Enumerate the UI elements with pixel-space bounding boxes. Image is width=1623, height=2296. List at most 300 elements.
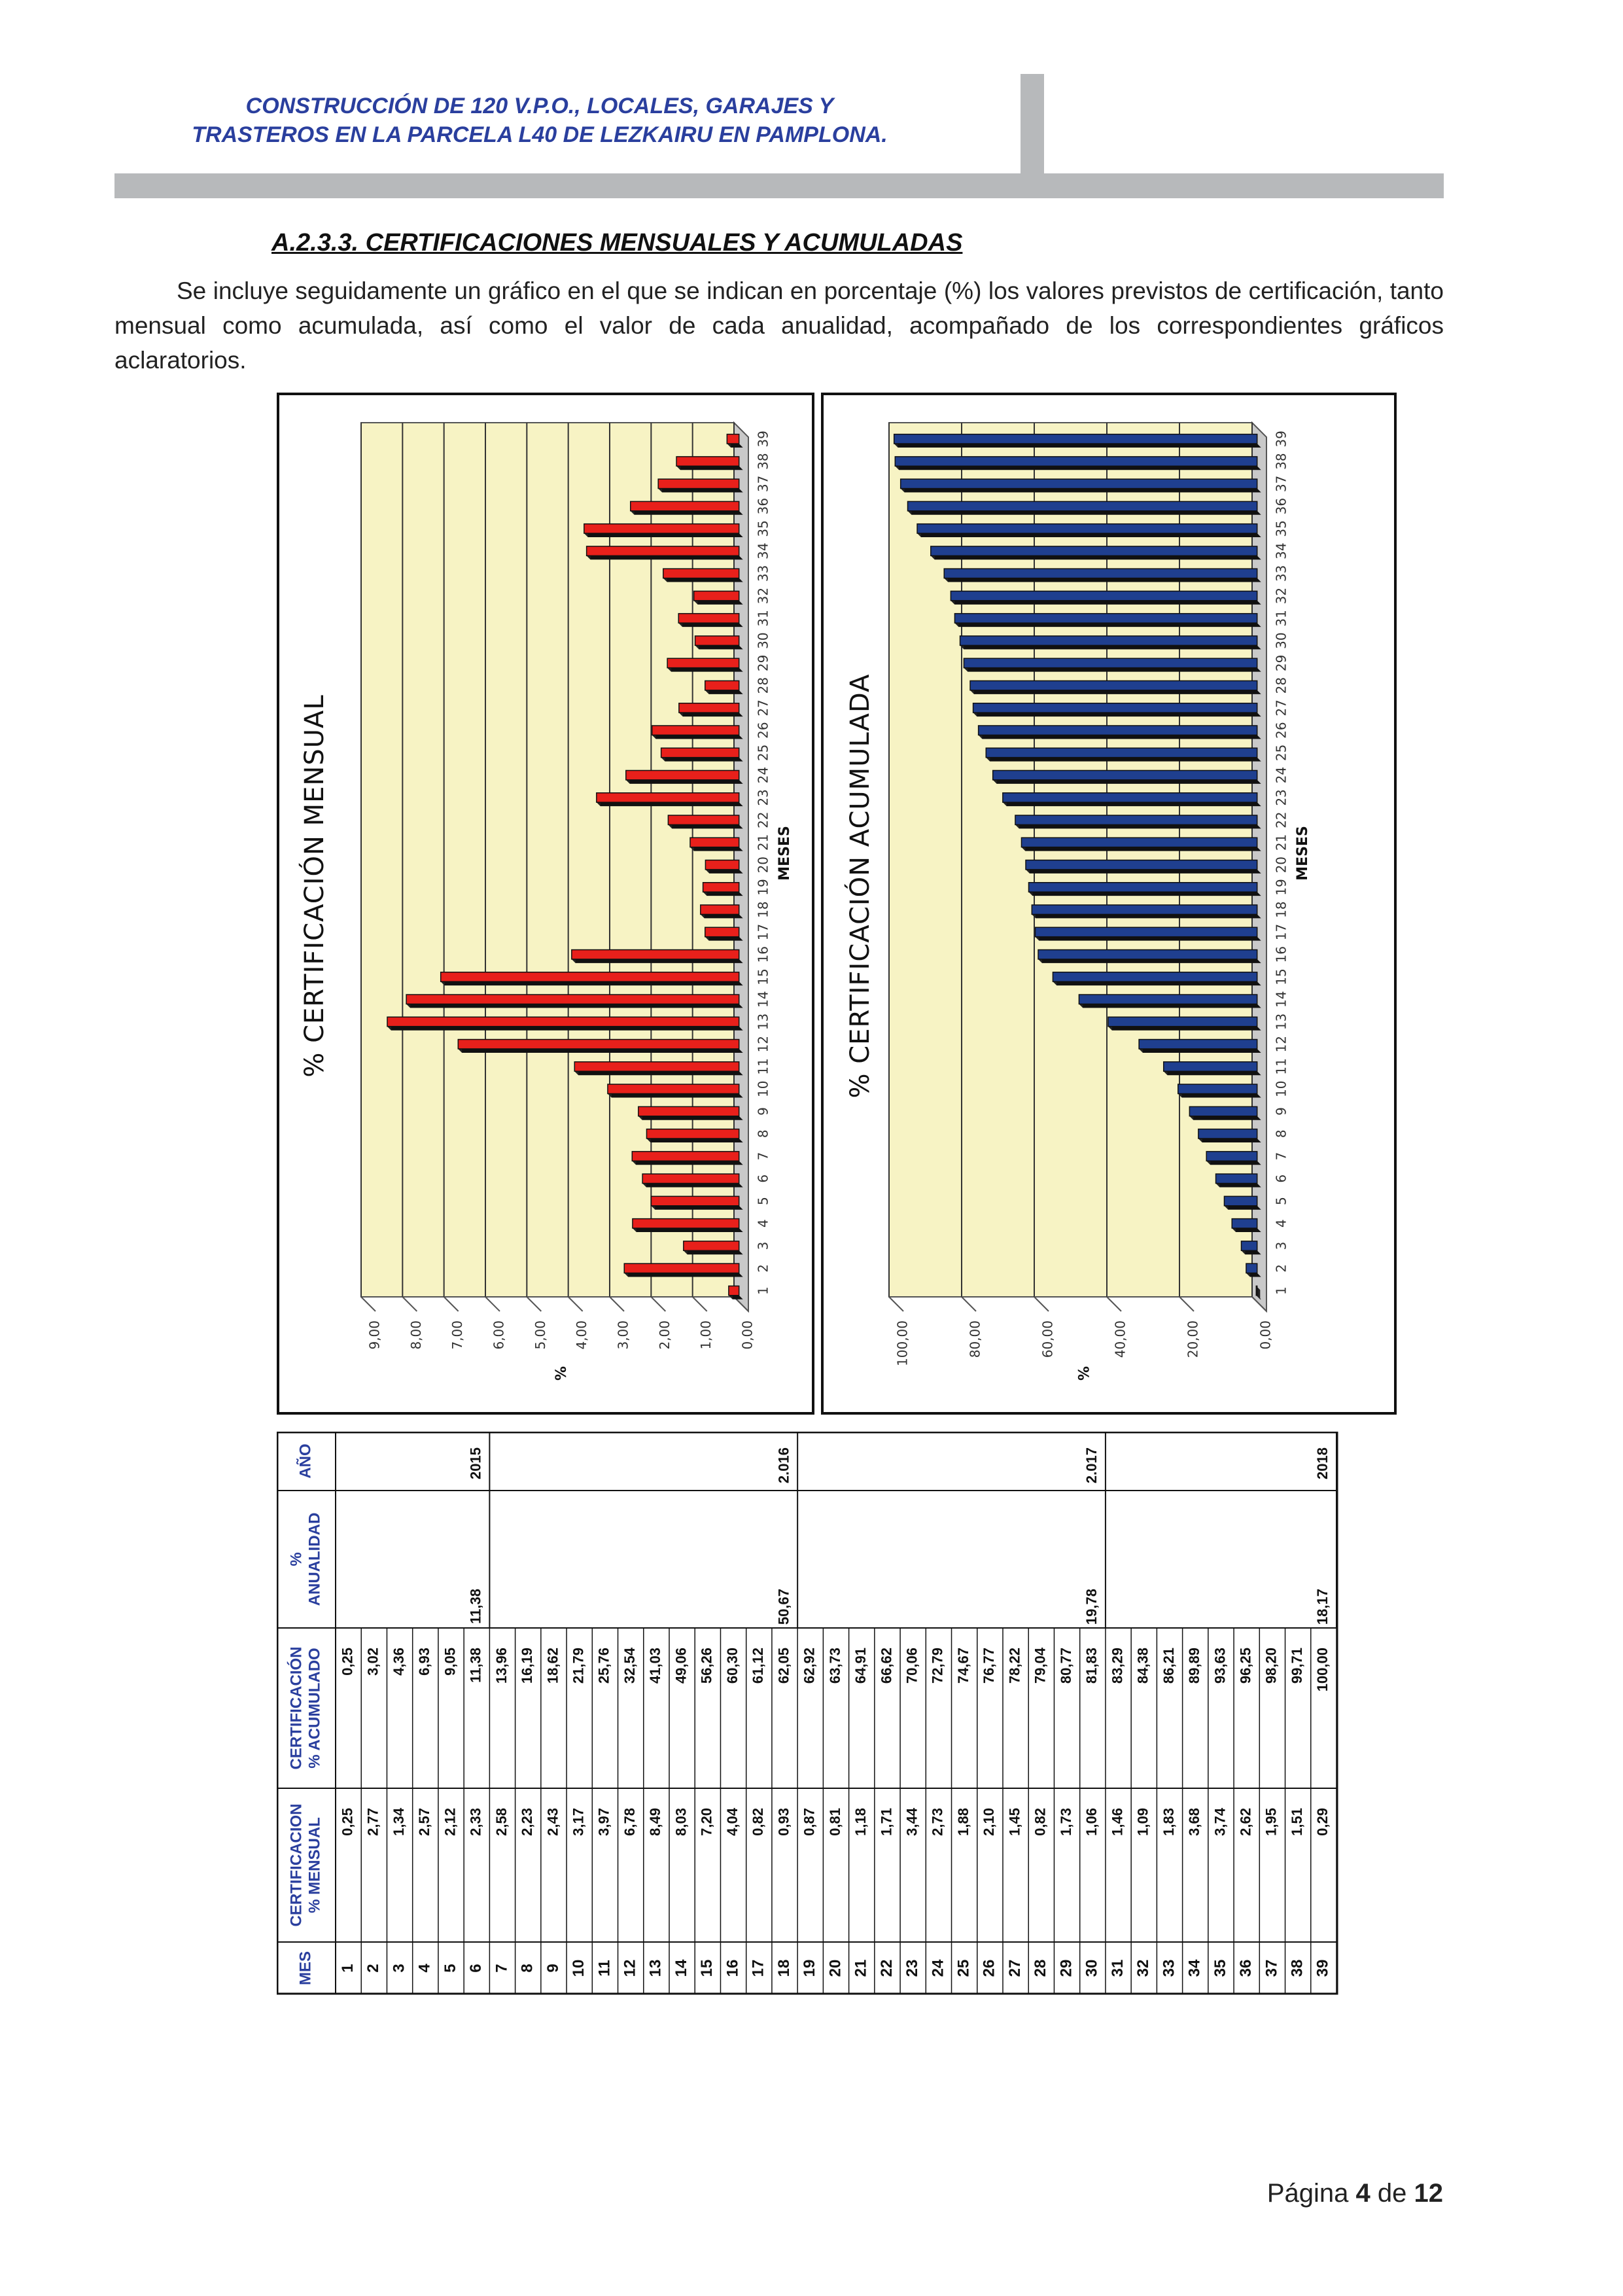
cumulative-bar-31 — [954, 614, 1257, 623]
monthly-category-label: 27 — [755, 699, 771, 716]
monthly-y-axis-label: % — [553, 1366, 570, 1381]
table-cell-acumulado: 79,04 — [1032, 1648, 1049, 1684]
cumulative-category-label: 39 — [1273, 431, 1289, 448]
cumulative-category-label: 11 — [1273, 1058, 1289, 1075]
monthly-category-label: 8 — [755, 1129, 771, 1139]
table-cell-mes: 11 — [595, 1960, 614, 1977]
cumulative-category-label: 6 — [1273, 1174, 1289, 1183]
table-cell-mes: 35 — [1211, 1959, 1229, 1977]
cumulative-bar-38 — [895, 457, 1257, 466]
monthly-category-label: 15 — [755, 968, 771, 985]
monthly-bar-30 — [695, 636, 739, 645]
monthly-gridline-depth — [361, 1297, 375, 1311]
monthly-bar-25 — [661, 748, 739, 757]
monthly-chart-svg — [279, 395, 812, 1412]
cumulative-bar-side — [970, 690, 1261, 694]
table-cell-mensual: 0,87 — [801, 1808, 818, 1836]
table-cell-mensual: 1,34 — [390, 1808, 407, 1836]
table-cell-mensual: 3,17 — [570, 1808, 587, 1836]
table-cell-mes: 9 — [544, 1964, 562, 1973]
table-cell-mes: 3 — [390, 1964, 408, 1973]
monthly-bar-side — [705, 690, 743, 694]
cumulative-bar-side — [973, 713, 1261, 716]
cumulative-category-label: 26 — [1273, 722, 1289, 739]
monthly-category-label: 17 — [755, 923, 771, 941]
monthly-bar-side — [667, 668, 743, 672]
monthly-category-label: 12 — [755, 1036, 771, 1053]
monthly-category-label: 33 — [755, 565, 771, 582]
monthly-category-label: 16 — [755, 945, 771, 963]
footer-prefix: Página — [1266, 2179, 1356, 2208]
cumulative-bar-side — [1021, 847, 1261, 851]
monthly-gridline-depth — [485, 1297, 500, 1311]
monthly-category-label: 38 — [755, 453, 771, 470]
monthly-bar-34 — [587, 546, 739, 556]
monthly-certification-chart — [277, 393, 814, 1415]
monthly-category-label: 10 — [755, 1080, 771, 1097]
table-cell-ano: 2015 — [467, 1447, 484, 1479]
cumulative-bar-2 — [1246, 1263, 1257, 1273]
cumulative-chart-title: % CERTIFICACIÓN ACUMULADA — [845, 673, 875, 1099]
table-cell-mes: 31 — [1108, 1959, 1126, 1977]
table-cell-mes: 1 — [338, 1964, 357, 1973]
footer-page-total: 12 — [1414, 2179, 1443, 2208]
monthly-bar-side — [679, 713, 743, 716]
table-cell-mensual: 1,18 — [852, 1808, 869, 1836]
cumulative-bar-side — [1026, 870, 1261, 874]
table-cell-anualidad: 18,17 — [1314, 1589, 1331, 1625]
table-cell-mes: 15 — [698, 1959, 716, 1977]
cumulative-value-tick-label: 100,00 — [894, 1320, 911, 1366]
cumulative-category-label: 5 — [1273, 1197, 1289, 1205]
header-mensual-line2: % MENSUAL — [305, 1817, 324, 1913]
cumulative-category-label: 22 — [1273, 811, 1289, 828]
monthly-category-label: 5 — [755, 1197, 771, 1205]
table-cell-mes: 22 — [877, 1959, 896, 1977]
monthly-bar-side — [661, 758, 743, 762]
monthly-bar-side — [608, 1093, 743, 1097]
monthly-bar-26 — [652, 726, 739, 735]
monthly-bar-7 — [632, 1152, 739, 1161]
monthly-value-tick-label: 7,00 — [449, 1320, 466, 1350]
table-cell-acumulado: 96,25 — [1237, 1648, 1254, 1684]
table-cell-mes: 28 — [1032, 1959, 1050, 1977]
table-cell-mensual: 0,29 — [1314, 1808, 1331, 1836]
cumulative-bar-side — [901, 489, 1261, 493]
monthly-bar-21 — [690, 838, 739, 847]
table-cell-ano: 2.017 — [1083, 1447, 1100, 1484]
table-cell-mensual: 1,06 — [1083, 1808, 1100, 1836]
monthly-bar-32 — [694, 591, 739, 600]
monthly-bar-5 — [651, 1196, 739, 1205]
cumulative-bar-side — [993, 780, 1261, 784]
monthly-gridline-depth — [402, 1297, 417, 1311]
cumulative-category-label: 31 — [1273, 610, 1289, 627]
table-cell-mes: 19 — [801, 1959, 819, 1977]
table-frame — [277, 1432, 1337, 1994]
cumulative-bar-side — [1035, 937, 1261, 941]
table-cell-acumulado: 81,83 — [1083, 1648, 1100, 1684]
table-cell-mes: 21 — [852, 1959, 870, 1977]
table-cell-mensual: 2,33 — [467, 1808, 484, 1836]
monthly-bar-side — [690, 847, 743, 851]
cumulative-gridline-depth — [889, 1297, 903, 1311]
monthly-bar-13 — [387, 1017, 739, 1026]
monthly-bar-23 — [597, 793, 739, 802]
monthly-gridline-depth — [610, 1297, 624, 1311]
table-cell-acumulado: 63,73 — [826, 1648, 843, 1684]
monthly-category-label: 7 — [755, 1152, 771, 1161]
table-cell-mensual: 1,71 — [878, 1808, 895, 1836]
monthly-bar-side — [458, 1049, 742, 1053]
table-cell-mensual: 0,82 — [1032, 1808, 1049, 1836]
cumulative-bar-side — [1178, 1093, 1261, 1097]
monthly-category-label: 37 — [755, 475, 771, 493]
cumulative-category-label: 9 — [1273, 1107, 1289, 1116]
cumulative-gridline-depth — [1034, 1297, 1049, 1311]
cumulative-value-tick-label: 40,00 — [1112, 1320, 1128, 1358]
cumulative-value-tick-label: 80,00 — [967, 1320, 983, 1358]
cumulative-bar-37 — [901, 479, 1257, 488]
monthly-gridline-depth — [527, 1297, 541, 1311]
table-cell-mensual: 4,04 — [724, 1808, 741, 1836]
monthly-bar-3 — [684, 1241, 739, 1250]
page-footer — [1267, 2179, 1443, 2208]
monthly-bar-side — [676, 466, 743, 470]
cumulative-bar-side — [944, 578, 1261, 582]
header-mensual-line1: CERTIFICACION — [287, 1803, 305, 1927]
table-cell-acumulado: 74,67 — [954, 1648, 971, 1684]
cumulative-bar-side — [1224, 1206, 1261, 1210]
cumulative-bar-side — [1028, 892, 1261, 896]
cumulative-bar-27 — [973, 703, 1257, 713]
table-cell-mensual: 0,25 — [339, 1808, 356, 1836]
table-cell-mes: 2 — [364, 1964, 383, 1973]
monthly-value-tick-label: 5,00 — [532, 1320, 548, 1350]
cumulative-bar-side — [1189, 1116, 1261, 1120]
monthly-bar-side — [631, 511, 743, 515]
cumulative-bar-side — [954, 623, 1261, 627]
table-cell-anualidad: 11,38 — [467, 1589, 484, 1624]
table-cell-mes: 36 — [1237, 1959, 1255, 1977]
table-cell-mensual: 0,93 — [775, 1808, 792, 1836]
cumulative-bar-23 — [1003, 793, 1257, 802]
cumulative-gridline-depth — [962, 1297, 976, 1311]
table-cell-mes: 12 — [621, 1959, 639, 1977]
header-acumulado-line2: % ACUMULADO — [305, 1648, 324, 1769]
monthly-bar-38 — [676, 457, 739, 466]
cumulative-category-label: 4 — [1273, 1219, 1289, 1228]
table-cell-mes: 7 — [493, 1964, 511, 1973]
table-cell-mes: 16 — [724, 1959, 742, 1977]
cumulative-bar-36 — [908, 501, 1257, 510]
cumulative-bar-side — [1003, 802, 1261, 806]
table-cell-mes: 20 — [826, 1959, 845, 1977]
cumulative-category-label: 30 — [1273, 632, 1289, 649]
cumulative-category-label: 16 — [1273, 945, 1289, 963]
table-cell-acumulado: 72,79 — [929, 1648, 946, 1684]
table-cell-mes: 14 — [672, 1959, 690, 1977]
table-cell-acumulado: 76,77 — [981, 1648, 998, 1684]
table-cell-mes: 5 — [441, 1964, 459, 1973]
monthly-category-label: 36 — [755, 497, 771, 515]
cumulative-bar-4 — [1232, 1219, 1257, 1228]
cumulative-bar-19 — [1028, 883, 1257, 892]
monthly-bar-14 — [406, 995, 739, 1004]
table-cell-mensual: 3,68 — [1186, 1808, 1203, 1836]
cumulative-bar-24 — [993, 770, 1257, 779]
table-cell-acumulado: 16,19 — [519, 1648, 536, 1684]
cumulative-bar-side — [1232, 1228, 1261, 1232]
cumulative-bar-33 — [944, 569, 1257, 578]
table-cell-acumulado: 83,29 — [1109, 1648, 1126, 1684]
monthly-category-label: 21 — [755, 834, 771, 851]
table-cell-acumulado: 78,22 — [1006, 1648, 1023, 1684]
cumulative-category-label: 32 — [1273, 587, 1289, 605]
cumulative-value-tick-label: 0,00 — [1257, 1320, 1274, 1350]
cumulative-category-label: 7 — [1273, 1152, 1289, 1161]
table-cell-mensual: 2,10 — [981, 1808, 998, 1836]
cumulative-category-label: 20 — [1273, 856, 1289, 874]
cumulative-bar-9 — [1189, 1106, 1257, 1116]
monthly-bar-4 — [633, 1219, 739, 1228]
monthly-bar-side — [684, 1250, 743, 1254]
cumulative-bar-34 — [931, 546, 1257, 556]
header-mes: MES — [296, 1951, 315, 1986]
cumulative-category-label: 23 — [1273, 789, 1289, 806]
cumulative-bar-side — [1206, 1161, 1261, 1165]
table-cell-mes: 17 — [749, 1959, 767, 1977]
cumulative-category-label: 36 — [1273, 497, 1289, 515]
table-cell-mes: 29 — [1057, 1959, 1075, 1977]
cumulative-bar-side — [964, 668, 1261, 672]
cumulative-value-tick-label: 60,00 — [1039, 1320, 1056, 1358]
cumulative-bar-35 — [917, 524, 1257, 533]
cumulative-bar-17 — [1035, 927, 1257, 936]
table-cell-acumulado: 56,26 — [698, 1648, 715, 1684]
monthly-bar-1 — [729, 1286, 739, 1295]
monthly-bar-31 — [678, 614, 739, 623]
certification-table-svg — [277, 1432, 1353, 2001]
table-cell-mes: 25 — [954, 1959, 973, 1977]
cumulative-bar-10 — [1178, 1084, 1257, 1093]
table-cell-mes: 39 — [1314, 1959, 1332, 1977]
cumulative-category-label: 38 — [1273, 453, 1289, 470]
cumulative-bar-side — [1032, 914, 1261, 918]
table-cell-acumulado: 100,00 — [1314, 1648, 1331, 1692]
monthly-bar-side — [695, 645, 743, 649]
cumulative-category-label: 2 — [1273, 1263, 1289, 1273]
monthly-chart-title: % CERTIFICACIÓN MENSUAL — [300, 694, 330, 1078]
cumulative-bar-7 — [1206, 1152, 1257, 1161]
monthly-bar-36 — [631, 501, 739, 510]
monthly-bar-10 — [608, 1084, 739, 1093]
cumulative-bar-18 — [1032, 905, 1257, 914]
monthly-bar-side — [624, 1273, 742, 1277]
table-cell-ano: 2.016 — [775, 1447, 792, 1484]
monthly-bar-19 — [703, 883, 739, 892]
table-cell-mensual: 1,51 — [1288, 1808, 1305, 1836]
monthly-category-label: 24 — [755, 766, 771, 784]
table-cell-mensual: 0,82 — [750, 1808, 767, 1836]
table-cell-acumulado: 32,54 — [621, 1648, 638, 1684]
table-cell-mes: 4 — [415, 1964, 434, 1973]
table-cell-acumulado: 93,63 — [1212, 1648, 1229, 1684]
cumulative-bar-side — [979, 735, 1261, 739]
monthly-bar-12 — [458, 1040, 739, 1049]
table-cell-acumulado: 89,89 — [1186, 1648, 1203, 1684]
monthly-value-tick-label: 8,00 — [408, 1320, 424, 1350]
monthly-bar-side — [663, 578, 743, 582]
intro-paragraph: Se incluye seguidamente un gráfico en el que se indican en porcentaje (%) los valores previstos de certificación, tanto mensual como acumulada, así como el valor de cada anualidad, acompañado de los correspondientes gráficos aclaratorios. — [114, 277, 1444, 374]
table-cell-mes: 10 — [570, 1959, 588, 1977]
header-line-1: CONSTRUCCIÓN DE 120 V.P.O., LOCALES, GARAJES Y — [245, 94, 834, 118]
cumulative-bar-side — [1216, 1183, 1261, 1187]
table-cell-mensual: 6,78 — [621, 1808, 638, 1836]
cumulative-bar-side — [951, 601, 1261, 605]
table-cell-mensual: 1,45 — [1006, 1808, 1023, 1836]
cumulative-category-label: 10 — [1273, 1080, 1289, 1097]
table-cell-mensual: 3,44 — [903, 1808, 920, 1836]
certification-table — [277, 1432, 1353, 2001]
cumulative-y-axis-label: % — [1076, 1366, 1093, 1381]
cumulative-category-label: 3 — [1273, 1241, 1289, 1250]
monthly-bar-28 — [705, 680, 739, 690]
cumulative-bar-side — [1038, 959, 1261, 963]
cumulative-bar-side — [1164, 1071, 1261, 1075]
monthly-category-label: 28 — [755, 677, 771, 694]
cumulative-gridline-depth — [1107, 1297, 1121, 1311]
monthly-bar-side — [701, 914, 743, 918]
monthly-bar-side — [705, 937, 743, 941]
table-cell-mensual: 3,97 — [595, 1808, 612, 1836]
monthly-value-tick-label: 6,00 — [491, 1320, 507, 1350]
table-cell-mensual: 3,74 — [1212, 1808, 1229, 1836]
cumulative-category-label: 28 — [1273, 677, 1289, 694]
cumulative-bar-side — [1079, 1004, 1261, 1008]
monthly-bar-29 — [667, 658, 739, 667]
cumulative-bar-side — [894, 444, 1261, 448]
monthly-bar-22 — [668, 815, 739, 824]
table-cell-acumulado: 18,62 — [544, 1648, 561, 1684]
monthly-bar-side — [703, 892, 743, 896]
cumulative-category-label: 1 — [1273, 1286, 1289, 1295]
monthly-value-tick-label: 2,00 — [656, 1320, 672, 1350]
cumulative-category-label: 24 — [1273, 766, 1289, 784]
monthly-value-tick-label: 4,00 — [574, 1320, 590, 1350]
monthly-gridline-depth — [651, 1297, 665, 1311]
monthly-bar-side — [642, 1183, 743, 1187]
cumulative-category-label: 8 — [1273, 1129, 1289, 1139]
table-cell-acumulado: 62,92 — [801, 1648, 818, 1684]
monthly-bar-side — [678, 623, 742, 627]
monthly-bar-20 — [705, 860, 739, 870]
monthly-category-label: 29 — [755, 654, 771, 672]
table-cell-mes: 8 — [518, 1964, 536, 1973]
table-cell-acumulado: 62,05 — [775, 1648, 792, 1684]
monthly-category-label: 30 — [755, 632, 771, 649]
monthly-x-axis-label: MESES — [777, 826, 793, 881]
monthly-category-label: 32 — [755, 587, 771, 605]
header-anualidad-line1: % — [287, 1552, 305, 1566]
cumulative-category-label: 18 — [1273, 901, 1289, 918]
monthly-gridline-depth — [568, 1297, 583, 1311]
table-cell-acumulado: 49,06 — [672, 1648, 689, 1684]
table-cell-mensual: 8,49 — [647, 1808, 664, 1836]
monthly-category-label: 18 — [755, 901, 771, 918]
table-cell-mensual: 1,88 — [954, 1808, 971, 1836]
cumulative-bar-side — [1139, 1049, 1261, 1053]
monthly-category-label: 2 — [755, 1263, 771, 1273]
cumulative-category-label: 37 — [1273, 475, 1289, 493]
cumulative-bar-side — [1053, 981, 1261, 985]
monthly-bar-side — [638, 1116, 743, 1120]
monthly-category-label: 20 — [755, 856, 771, 874]
cumulative-category-label: 33 — [1273, 565, 1289, 582]
cumulative-value-tick-label: 20,00 — [1185, 1320, 1201, 1358]
cumulative-bar-39 — [894, 434, 1257, 444]
table-cell-mes: 24 — [929, 1959, 947, 1977]
monthly-bar-side — [626, 780, 743, 784]
cumulative-bar-25 — [986, 748, 1257, 757]
monthly-bar-6 — [642, 1174, 739, 1183]
header-horizontal-bar — [114, 173, 1444, 198]
monthly-bar-11 — [574, 1062, 739, 1071]
monthly-bar-37 — [658, 479, 739, 488]
monthly-category-label: 11 — [755, 1058, 771, 1075]
monthly-bar-side — [584, 533, 743, 537]
monthly-bar-2 — [624, 1263, 739, 1273]
table-cell-mensual: 0,81 — [826, 1808, 843, 1836]
cumulative-bar-32 — [951, 591, 1257, 600]
header-acumulado-line1: CERTIFICACIÓN — [287, 1646, 305, 1770]
cumulative-bar-30 — [960, 636, 1257, 645]
table-cell-acumulado: 13,96 — [493, 1648, 510, 1684]
cumulative-bar-12 — [1139, 1040, 1257, 1049]
cumulative-category-label: 21 — [1273, 834, 1289, 851]
cumulative-bar-side — [931, 556, 1261, 559]
table-cell-mes: 38 — [1288, 1959, 1306, 1977]
monthly-bar-side — [658, 489, 742, 493]
monthly-bar-33 — [663, 569, 739, 578]
table-cell-acumulado: 86,21 — [1160, 1648, 1177, 1684]
cumulative-bar-side — [895, 466, 1261, 470]
table-cell-mensual: 7,20 — [698, 1808, 715, 1836]
table-cell-anualidad: 19,78 — [1083, 1589, 1100, 1625]
monthly-gridline-depth — [444, 1297, 459, 1311]
cumulative-category-label: 17 — [1273, 923, 1289, 941]
header-ano: AÑO — [296, 1443, 315, 1479]
document-header — [114, 92, 965, 149]
monthly-value-tick-label: 1,00 — [698, 1320, 714, 1350]
table-cell-mensual: 2,62 — [1237, 1808, 1254, 1836]
cumulative-category-label: 19 — [1273, 879, 1289, 896]
monthly-category-label: 6 — [755, 1174, 771, 1183]
table-cell-acumulado: 3,02 — [364, 1648, 381, 1676]
monthly-gridline-depth — [693, 1297, 707, 1311]
footer-middle: de — [1370, 2179, 1414, 2208]
table-cell-mensual: 2,12 — [442, 1808, 459, 1836]
table-cell-mensual: 2,43 — [544, 1808, 561, 1836]
cumulative-category-label: 14 — [1273, 991, 1289, 1008]
table-cell-acumulado: 41,03 — [647, 1648, 664, 1684]
table-cell-mes: 6 — [467, 1964, 485, 1973]
monthly-bar-side — [441, 981, 743, 985]
header-vertical-bar — [1021, 74, 1044, 179]
monthly-bar-9 — [638, 1106, 739, 1116]
table-cell-acumulado: 11,38 — [467, 1648, 484, 1683]
monthly-category-label: 4 — [755, 1219, 771, 1228]
